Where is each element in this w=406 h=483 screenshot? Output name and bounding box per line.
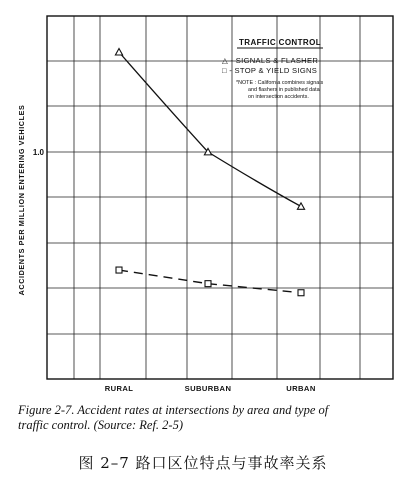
chart-grid xyxy=(47,16,393,379)
x-tick-label: RURAL xyxy=(104,384,134,393)
figure-caption-chinese: 图 2–7 路口区位特点与事故率关系 xyxy=(78,454,328,472)
square-marker xyxy=(116,267,122,273)
figure-caption xyxy=(18,403,390,433)
legend-entry-signals: △ - SIGNALS & FLASHER xyxy=(222,56,319,65)
figure-caption-line: Figure 2-7. Accident rates at intersections by area and type of xyxy=(18,403,329,417)
x-tick-labels xyxy=(105,384,316,393)
legend-note-line: and flashers in published data xyxy=(248,87,320,93)
x-tick-label: SUBURBAN xyxy=(184,384,232,393)
y-tick-label: 1.0 xyxy=(32,148,44,157)
legend-note-line: on intersection accidents. xyxy=(248,94,309,100)
y-tick-labels xyxy=(33,148,45,157)
x-tick-label: URBAN xyxy=(286,384,316,393)
legend xyxy=(222,38,323,100)
legend-title: TRAFFIC CONTROL xyxy=(239,38,321,47)
legend-note-line: *NOTE : California combines signals xyxy=(236,80,324,86)
square-marker xyxy=(298,290,304,296)
plot-frame xyxy=(47,16,393,379)
figure-caption-line: traffic control. (Source: Ref. 2-5) xyxy=(18,418,184,432)
y-axis-label: ACCIDENTS PER MILLION ENTERING VEHICLES xyxy=(17,104,26,296)
square-marker xyxy=(205,281,211,287)
triangle-marker xyxy=(115,49,122,55)
legend-entry-stop-yield: □ - STOP & YIELD SIGNS xyxy=(222,66,318,75)
triangle-marker xyxy=(297,203,304,209)
